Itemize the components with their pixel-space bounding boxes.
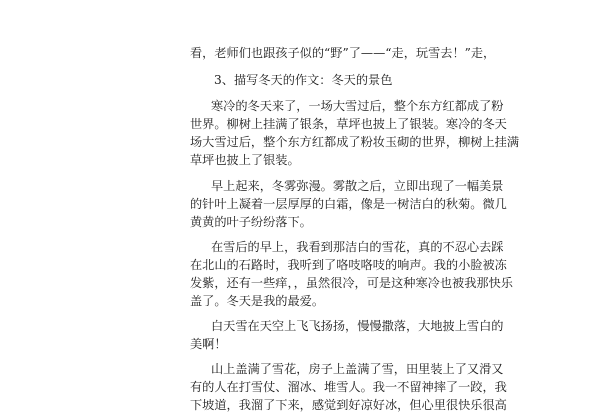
- text-line: 草坪也披上了银装。: [190, 153, 300, 167]
- text-line: 的针叶上凝着一层厚厚的白霜，像是一树洁白的秋菊。微几: [190, 197, 507, 211]
- text-line: 寒冷的冬天来了，一场大雪过后，整个东方红都成了粉: [211, 99, 504, 113]
- text-line: 看，老师们也跟孩子似的“野”了——“走，玩雪去！”走，: [190, 46, 496, 60]
- text-line: 世界。柳树上挂满了银条，草坪也披上了银装。寒冷的冬天: [190, 117, 507, 131]
- text-line: 黄黄的叶子纷纷落下。: [190, 215, 312, 229]
- text-line: 美啊！: [190, 337, 227, 351]
- text-line: 早上起来，冬雾弥漫。雾散之后，立即出现了一幅美景: [211, 179, 504, 193]
- text-line: 下坡道，我溜了下来，感觉到好凉好冰，但心里很快乐很高: [190, 398, 507, 412]
- text-line: 在雪后的早上，我看到那洁白的雪花，真的不忍心去踩: [211, 240, 504, 254]
- text-line: 有的人在打雪仗、溜冰、堆雪人。我一不留神摔了一跤，我: [190, 380, 507, 394]
- text-line: 山上盖满了雪花，房子上盖满了雪，田里装上了又滑又: [211, 362, 504, 376]
- text-line: 盖了。冬天是我的最爱。: [190, 294, 325, 308]
- text-line: 场大雪过后，整个东方红都成了粉妆玉砌的世界，柳树上挂满: [190, 135, 520, 149]
- text-line: 白天雪在天空上飞飞扬扬，慢慢撒落，大地披上雪白的: [211, 319, 504, 333]
- text-line: 在北山的石路时，我听到了咯吱咯吱的响声。我的小脸被冻: [190, 258, 507, 272]
- section-heading: 3、描写冬天的作文：冬天的景色: [214, 73, 393, 87]
- text-line: 发紫，还有一些痒，，虽然很冷，可是这种寒冷也被我那快乐: [190, 276, 513, 290]
